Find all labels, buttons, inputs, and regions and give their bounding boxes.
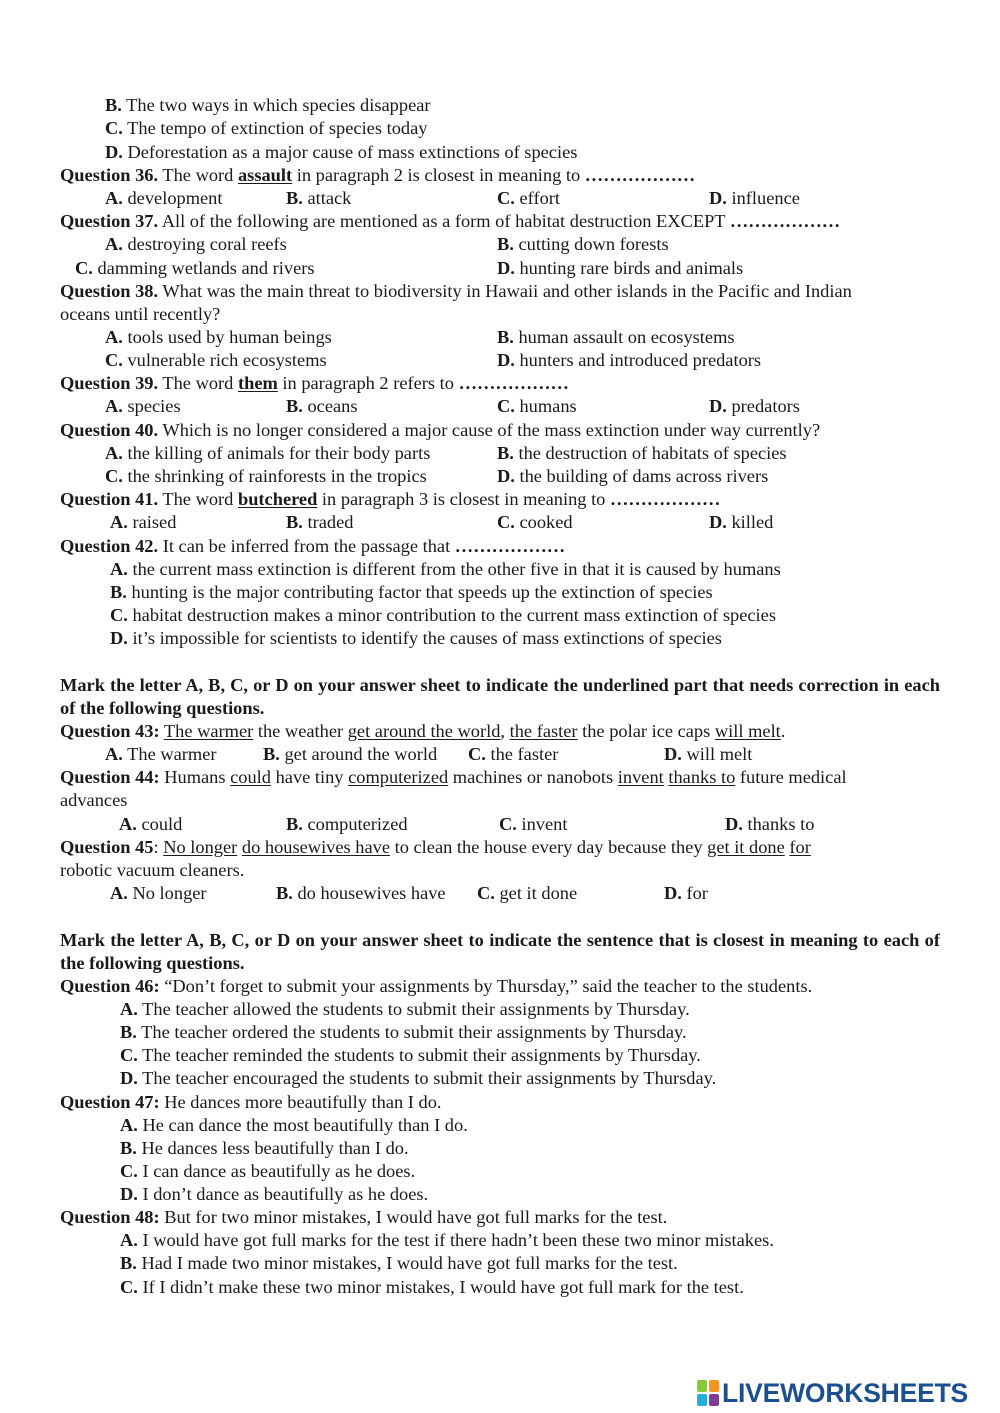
question-44: Question 44: Humans could have tiny computerized machines or nanobots invent thanks to future medical [60, 767, 847, 787]
liveworksheets-logo [697, 1378, 968, 1408]
q36-option-a: A. development [105, 188, 223, 208]
question-41: Question 41. The word butchered in paragraph 3 is closest in meaning to ……………… [60, 489, 721, 509]
question-47: Question 47: He dances more beautifully than I do. [60, 1092, 442, 1112]
q43-option-d: D. will melt [664, 744, 753, 764]
q47-option-d: D. I don’t dance as beautifully as he does. [120, 1184, 429, 1204]
q48-option-b: B. Had I made two minor mistakes, I would have got full marks for the test. [120, 1253, 678, 1273]
q38-option-d: D. hunters and introduced predators [497, 350, 762, 370]
question-36: Question 36. The word assault in paragraph 2 is closest in meaning to ……………… [60, 165, 696, 185]
q47-option-c: C. I can dance as beautifully as he does. [120, 1161, 416, 1181]
q43-option-c: C. the faster [468, 744, 559, 764]
q39-option-b: B. oceans [286, 396, 358, 416]
question-44-cont: advances [60, 790, 128, 810]
keyword-them: them [237, 373, 278, 393]
q38-option-a: A. tools used by human beings [105, 327, 332, 347]
instruction-error-identification: Mark the letter A, B, C, or D on your answer sheet to indicate the underlined part that needs correction in each of the following questions. [60, 675, 940, 718]
question-38: Question 38. What was the main threat to biodiversity in Hawaii and other islands in the Pacific and Indian [60, 281, 852, 301]
q41-option-d: D. killed [709, 512, 774, 532]
q43-option-a: A. The warmer [105, 744, 217, 764]
q38-option-c: C. vulnerable rich ecosystems [105, 350, 327, 370]
question-42: Question 42. It can be inferred from the passage that ……………… [60, 536, 566, 556]
liveworksheets-icon [697, 1380, 719, 1406]
q48-option-c: C. If I didn’t make these two minor mistakes, I would have got full mark for the test. [120, 1277, 744, 1297]
logo-square-orange [709, 1380, 719, 1392]
q41-option-c: C. cooked [497, 512, 573, 532]
q45-option-a: A. No longer [110, 883, 207, 903]
q44-option-b: B. computerized [286, 814, 408, 834]
logo-square-purple [709, 1394, 719, 1406]
q46-option-c: C. The teacher reminded the students to submit their assignments by Thursday. [120, 1045, 701, 1065]
q45-option-b: B. do housewives have [276, 883, 446, 903]
q40-option-d: D. the building of dams across rivers [497, 466, 769, 486]
q42-option-c: C. habitat destruction makes a minor contribution to the current mass extinction of species [110, 605, 776, 625]
q38-option-b: B. human assault on ecosystems [497, 327, 735, 347]
q41-option-a: A. raised [110, 512, 177, 532]
q47-option-a: A. He can dance the most beautifully than I do. [120, 1115, 468, 1135]
q46-option-a: A. The teacher allowed the students to submit their assignments by Thursday. [120, 999, 690, 1019]
logo-square-green [697, 1380, 707, 1392]
q44-option-a: A. could [119, 814, 183, 834]
q37-option-d: D. hunting rare birds and animals [497, 258, 744, 278]
q40-option-b: B. the destruction of habitats of species [497, 443, 787, 463]
q37-option-c: C. damming wetlands and rivers [75, 258, 315, 278]
q35-option-b: B. The two ways in which species disappear [105, 95, 431, 115]
instruction-closest-meaning: Mark the letter A, B, C, or D on your answer sheet to indicate the sentence that is closest in meaning to each of the following questions. [60, 930, 940, 973]
q40-option-c: C. the shrinking of rainforests in the tropics [105, 466, 427, 486]
logo-square-blue [697, 1394, 707, 1406]
question-43: Question 43: The warmer the weather get around the world, the faster the polar ice caps will melt. [60, 721, 786, 741]
q48-option-a: A. I would have got full marks for the test if there hadn’t been these two minor mistakes. [120, 1230, 774, 1250]
question-46: Question 46: “Don’t forget to submit your assignments by Thursday,” said the teacher to the students. [60, 976, 813, 996]
q42-option-a: A. the current mass extinction is different from the other five in that it is caused by humans [110, 559, 781, 579]
keyword-assault: assault [237, 165, 293, 185]
q44-option-c: C. invent [499, 814, 568, 834]
q37-option-a: A. destroying coral reefs [105, 234, 287, 254]
q46-option-d: D. The teacher encouraged the students to submit their assignments by Thursday. [120, 1068, 717, 1088]
q47-option-b: B. He dances less beautifully than I do. [120, 1138, 409, 1158]
q42-option-b: B. hunting is the major contributing factor that speeds up the extinction of species [110, 582, 713, 602]
logo-text: LIVEWORKSHEETS [722, 1377, 969, 1408]
q35-option-d: D. Deforestation as a major cause of mass extinctions of species [105, 142, 578, 162]
q43-option-b: B. get around the world [263, 744, 438, 764]
question-38-cont: oceans until recently? [60, 304, 221, 324]
question-45: Question 45: No longer do housewives have to clean the house every day because they get it done for [60, 837, 811, 857]
q45-option-c: C. get it done [477, 883, 578, 903]
q44-option-d: D. thanks to [725, 814, 815, 834]
q45-option-d: D. for [664, 883, 708, 903]
q39-option-c: C. humans [497, 396, 577, 416]
question-39: Question 39. The word them in paragraph 2 refers to ……………… [60, 373, 569, 393]
question-40: Question 40. Which is no longer considered a major cause of the mass extinction under way currently? [60, 420, 821, 440]
q46-option-b: B. The teacher ordered the students to submit their assignments by Thursday. [120, 1022, 687, 1042]
q40-option-a: A. the killing of animals for their body parts [105, 443, 431, 463]
q36-option-b: B. attack [286, 188, 352, 208]
q37-option-b: B. cutting down forests [497, 234, 669, 254]
question-37: Question 37. All of the following are mentioned as a form of habitat destruction EXCEPT ……………… [60, 211, 841, 231]
q36-option-d: D. influence [709, 188, 800, 208]
keyword-butchered: butchered [237, 489, 318, 509]
question-45-cont: robotic vacuum cleaners. [60, 860, 245, 880]
q36-option-c: C. effort [497, 188, 560, 208]
q41-option-b: B. traded [286, 512, 354, 532]
q35-option-c: C. The tempo of extinction of species today [105, 118, 428, 138]
q39-option-d: D. predators [709, 396, 800, 416]
q42-option-d: D. it’s impossible for scientists to identify the causes of mass extinctions of species [110, 628, 722, 648]
q39-option-a: A. species [105, 396, 181, 416]
question-48: Question 48: But for two minor mistakes, I would have got full marks for the test. [60, 1207, 668, 1227]
